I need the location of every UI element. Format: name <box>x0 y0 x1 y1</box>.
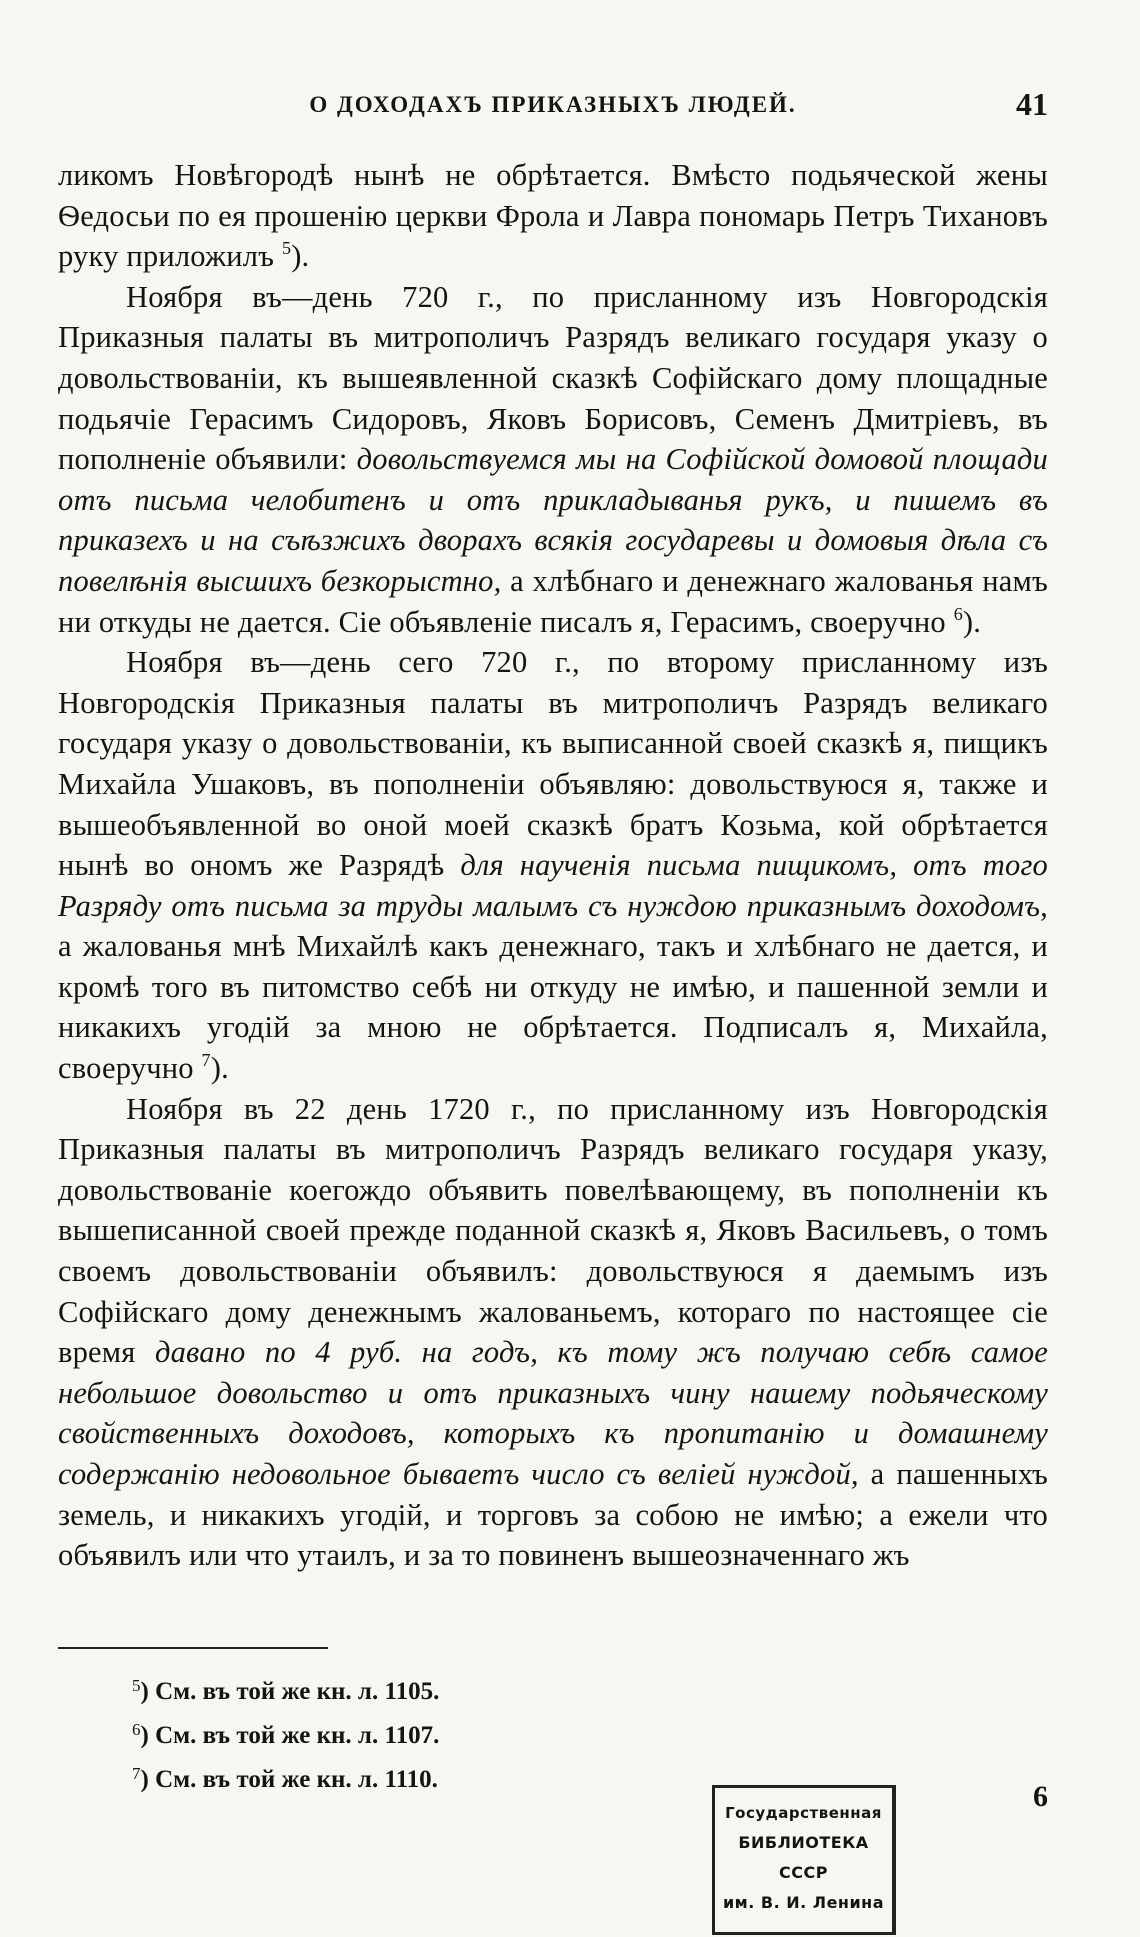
stamp-line: СССР <box>779 1863 828 1882</box>
paragraph <box>58 1089 1048 1576</box>
footnote-mark: 7 <box>132 1764 141 1783</box>
stamp-line: БИБЛИОТЕКА <box>738 1833 869 1852</box>
library-stamp-box <box>712 1785 896 1935</box>
text-segment: Ноября въ—день 720 г., по присланному изъ Новгородскiя Приказныя палаты въ митрополичъ Разрядъ великаго государя указу о довольствованiи, къ вышеявленной сказкѣ Софiйскаго дому площадные подьячiе Герасимъ Сидоровъ, Яковъ Борисовъ, Семенъ Дмитрiевъ, въ пополненiе объявили: <box>58 279 1048 477</box>
footnote-text: ) См. въ той же кн. л. 1105. <box>140 1678 440 1705</box>
signature-mark: 6 <box>1033 1780 1048 1813</box>
footnote <box>132 1711 439 1755</box>
footnote-divider <box>58 1647 328 1649</box>
text-segment: ). <box>291 239 310 274</box>
stamp-line: Государственная <box>725 1804 882 1822</box>
footnote-reference: 7 <box>201 1050 211 1071</box>
paragraph <box>58 277 1048 642</box>
footnote <box>132 1755 439 1799</box>
page-header <box>58 86 1048 132</box>
body-text <box>58 155 1048 1576</box>
footnotes <box>132 1667 439 1799</box>
italic-text-segment: для наученiя письма пищикомъ, отъ того Разряду отъ письма за труды малымъ съ нуждою приказнымъ доходомъ, <box>58 848 1048 923</box>
footnote-text: ) См. въ той же кн. л. 1110. <box>140 1766 438 1793</box>
text-segment: Ноября въ—день сего 720 г., по второму присланному изъ Новгородскiя Приказныя палаты въ митрополичъ Разрядъ великаго государя указу о довольствованiи, къ выписанной своей сказкѣ я, пищикъ Михайла Ушаковъ, въ пополненiи объявляю: довольствуюся я, также и вышеобъявленной во оной моей сказкѣ братъ Козьма, кой обрѣтается нынѣ во ономъ же Разрядѣ <box>58 645 1048 883</box>
text-segment: а жалованья мнѣ Михайлѣ какъ денежнаго, такъ и хлѣбнаго не дается, и кромѣ того въ питомство себѣ ни откуду не имѣю, и пашенной земли и никакихъ угодiй за мною не обрѣтается. Подписалъ я, Михайла, своеручно <box>58 929 1048 1086</box>
text-segment: ). <box>962 604 982 639</box>
paragraph <box>58 155 1048 277</box>
page-number: 41 <box>1016 86 1048 122</box>
text-segment: ликомъ Новѣгородѣ нынѣ не обрѣтается. Вмѣсто подьяческой жены Ѳедосьи по ея прошенiю церкви Фрола и Лавра пономарь Петръ Тихановъ руку приложилъ <box>58 158 1048 274</box>
footnote <box>132 1667 439 1711</box>
italic-text-segment: давано по 4 руб. на годъ, къ тому жъ получаю себѣ самое небольшое довольство и отъ приказныхъ чину нашему подьяческому свойственныхъ доходовъ, которыхъ къ пропитанiю и домашнему содержанiю недовольное бываетъ число съ велiей нуждой, <box>58 1335 1049 1491</box>
running-title: О ДОХОДАХЪ ПРИКАЗНЫХЪ ЛЮДЕЙ. <box>309 92 797 117</box>
footnote-reference: 5 <box>281 238 292 259</box>
library-stamp <box>712 1785 902 1937</box>
text-segment: а пашенныхъ земель, и никакихъ угодiй, и торговъ за собою не имѣю; а ежели что объявилъ или что утаилъ, и за то повиненъ вышеозначеннаго жъ <box>58 1457 1048 1573</box>
paragraph <box>58 642 1048 1089</box>
text-segment: Ноября въ 22 день 1720 г., по присланному изъ Новгородскiя Приказныя палаты въ митрополичъ Разрядъ великаго государя указу, довольствованiе коегождо объявить повелѣвающему, въ пополненiи къ вышеписанной своей прежде поданной сказкѣ я, Яковъ Васильевъ, о томъ своемъ довольствованiи объявилъ: довольствуюся я даемымъ изъ Софiйскаго дому денежнымъ жалованьемъ, котораго по настоящее сiе время <box>58 1091 1048 1370</box>
text-segment: а хлѣбнаго и денежнаго жалованья намъ ни откуды не дается. Сiе объявленiе писалъ я, Герасимъ, своеручно <box>58 563 1049 639</box>
text-segment: ). <box>210 1051 229 1086</box>
footnote-text: ) См. въ той же кн. л. 1107. <box>140 1722 440 1749</box>
italic-text-segment: довольствуемся мы на Софiйской домовой площади отъ письма челобитенъ и отъ прикладыванья рукъ, и пишемъ въ приказехъ и на съѣзжихъ дворахъ всякiя государевы и домовыя дѣла съ повелѣнiя высшихъ безкорыстно, <box>58 442 1048 598</box>
stamp-line: им. В. И. Ленина <box>722 1893 885 1912</box>
footnote-mark: 6 <box>132 1720 141 1739</box>
footnote-mark: 5 <box>132 1676 141 1695</box>
footnote-reference: 6 <box>953 603 963 624</box>
